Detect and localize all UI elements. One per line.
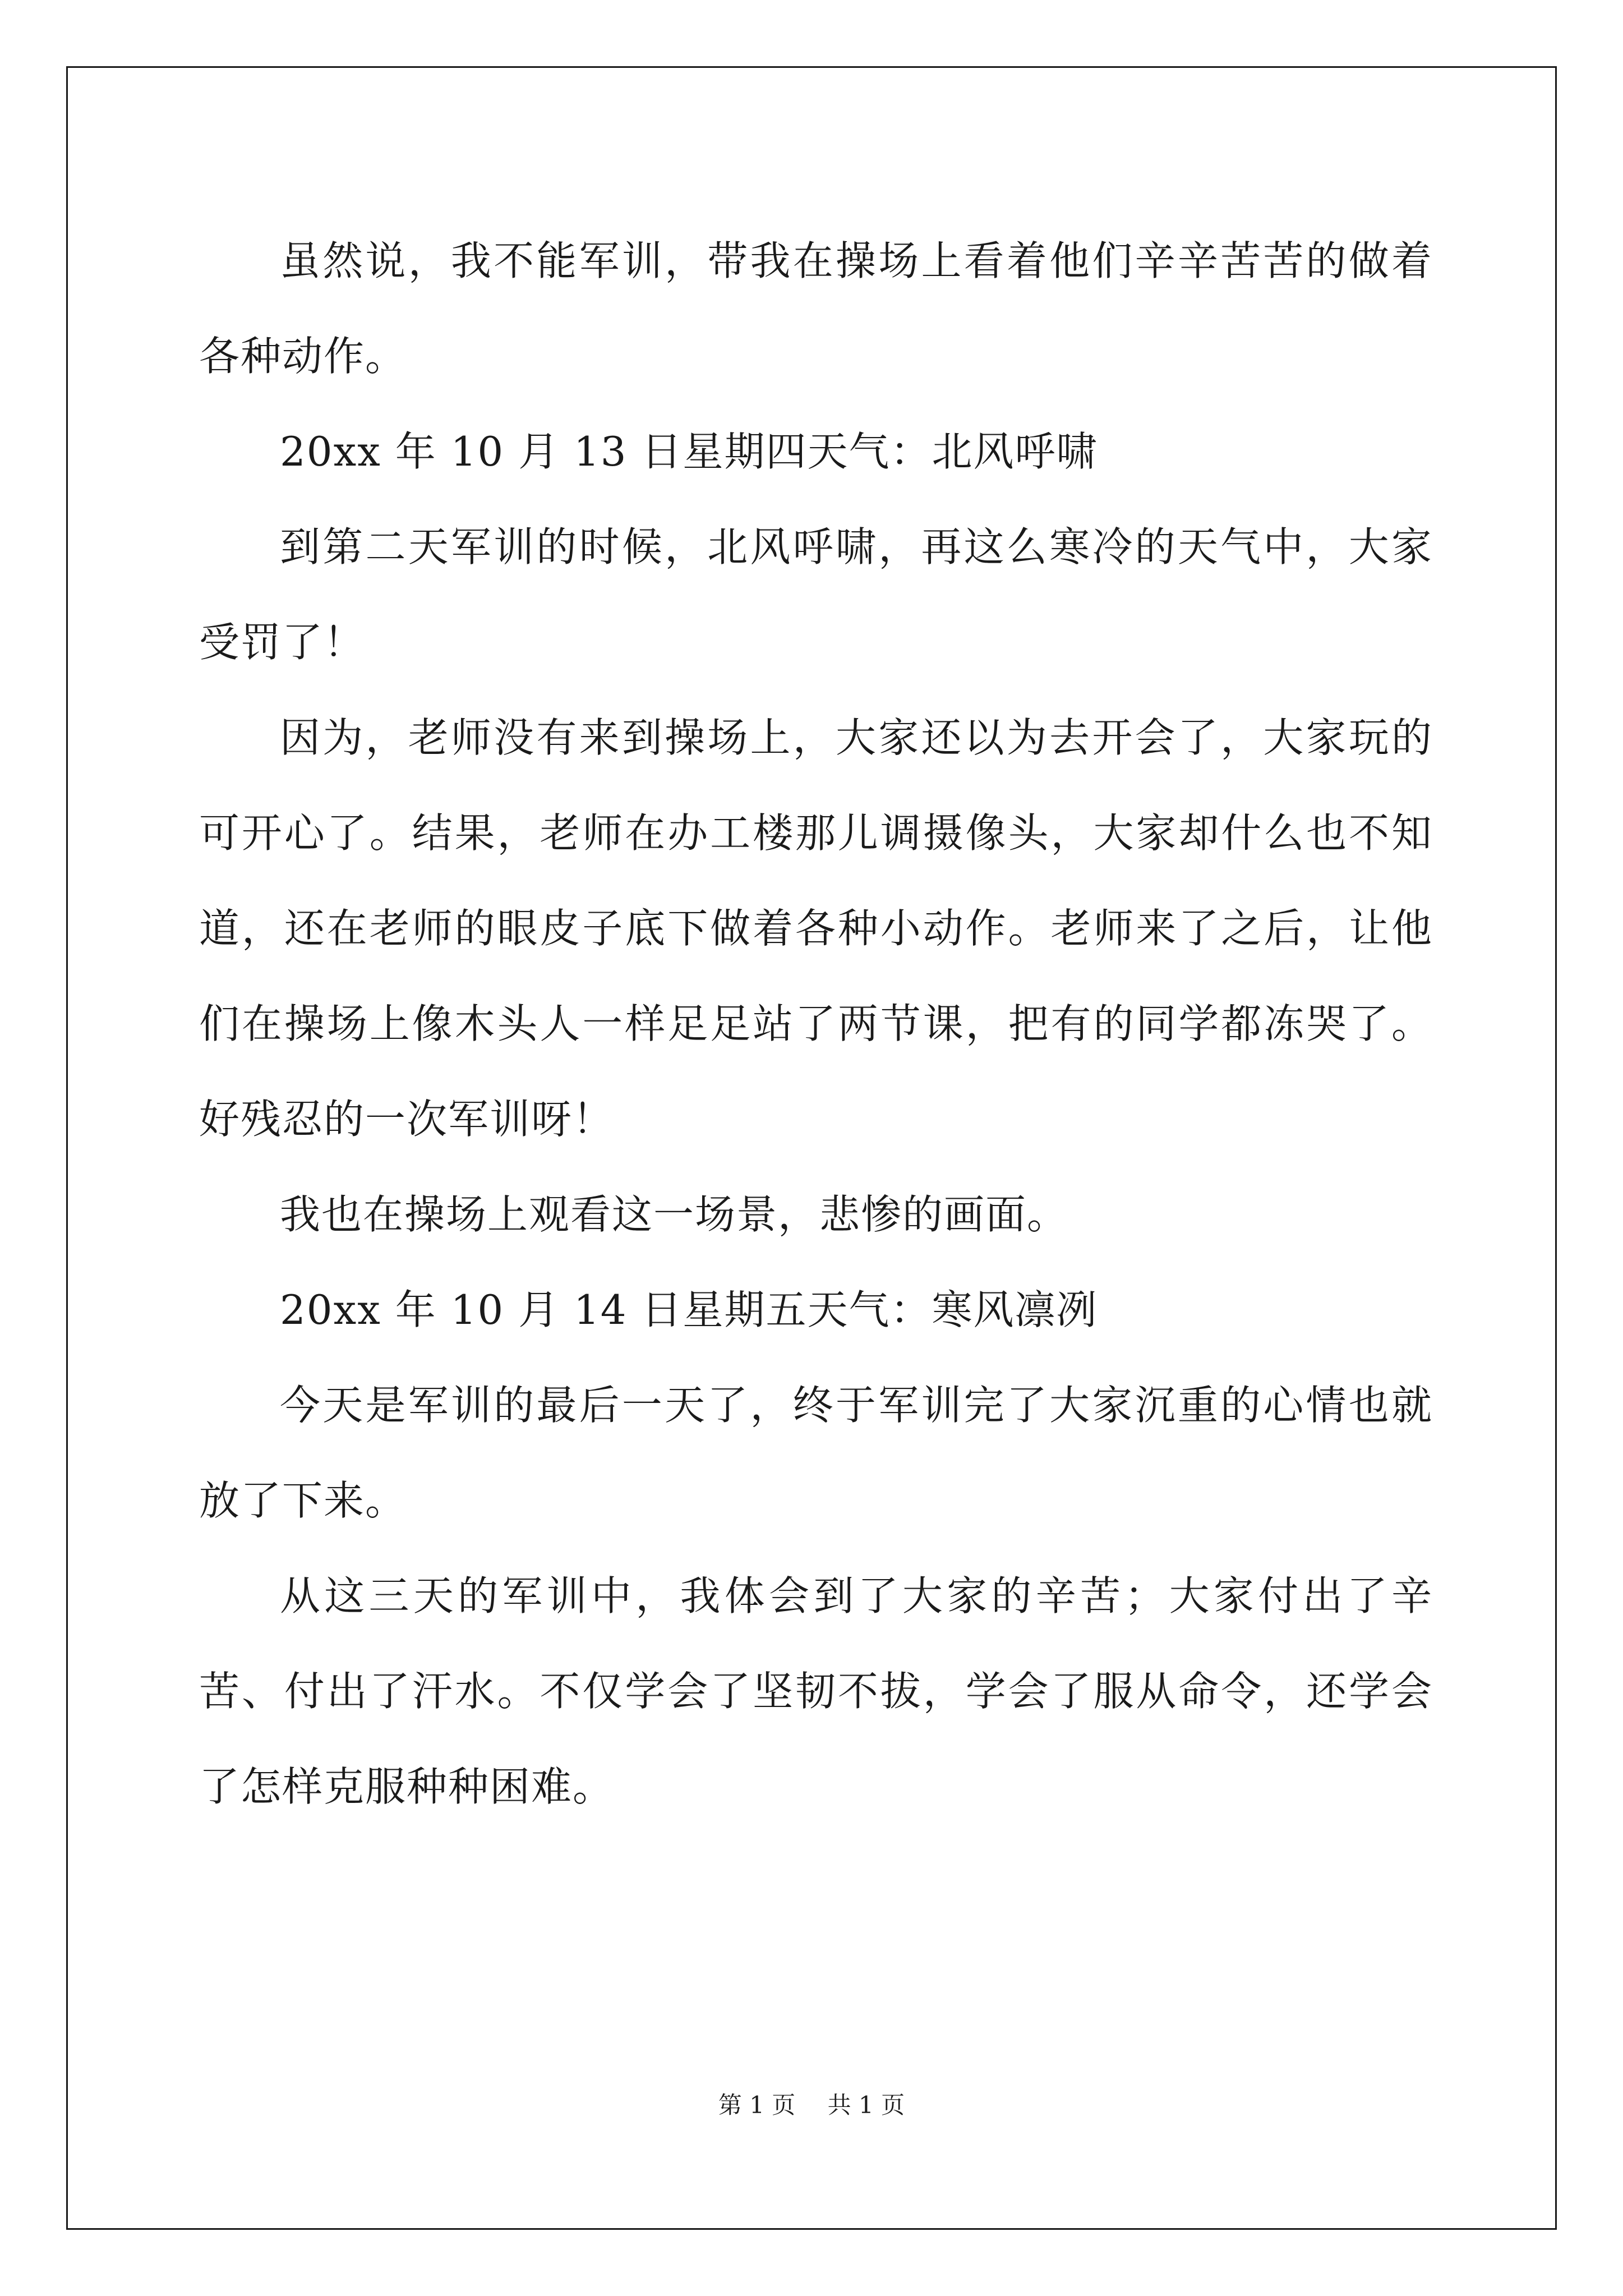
paragraph: 虽然说，我不能军训，带我在操场上看着他们辛辛苦苦的做着各种动作。 [199,237,1433,380]
date-weather-heading: 20xx 年 10 月 14 日星期五天气：寒风凛冽 [280,1286,1098,1333]
page-number: 第 1 页 [718,2091,796,2119]
paragraph: 因为，老师没有来到操场上，大家还以为去开会了，大家玩的可开心了。结果，老师在办工楼那儿调摄像头，大家却什么也不知道，还在老师的眼皮子底下做着各种小动作。老师来了之后，让他们在操场上像木头人一样足足站了两节课，把有的同学都冻哭了。好残忍的一次军训呀！ [199,714,1433,1143]
paragraph: 今天是军训的最后一天了，终于军训完了大家沉重的心情也就放了下来。 [199,1382,1433,1524]
page-footer [0,2087,1623,2120]
document-body [199,213,1433,1834]
page-total: 共 1 页 [827,2091,905,2119]
paragraph: 我也在操场上观看这一场景，悲惨的画面。 [280,1191,1069,1238]
paragraph: 到第二天军训的时候，北风呼啸，再这么寒冷的天气中，大家受罚了！ [199,523,1433,666]
date-weather-heading: 20xx 年 10 月 13 日星期四天气：北风呼啸 [280,428,1098,475]
paragraph: 从这三天的军训中，我体会到了大家的辛苦；大家付出了辛苦、付出了汗水。不仅学会了坚韧不拔，学会了服从命令，还学会了怎样克服种种困难。 [199,1572,1433,1810]
